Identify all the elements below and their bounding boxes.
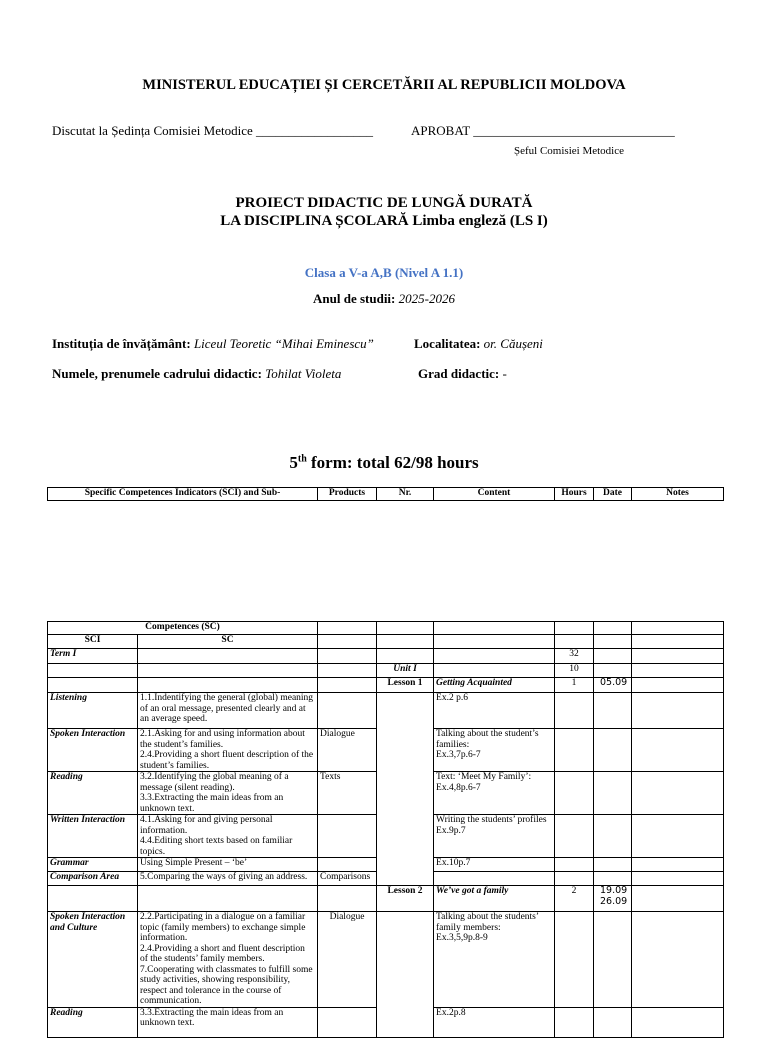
approved-line: APROBAT _______________________________	[411, 123, 675, 138]
content-cell: Talking about the student’s families: Ex.3,7p.6-7	[434, 729, 555, 772]
sci-cell: Written Interaction	[48, 815, 138, 858]
lesson-number: Lesson 1	[377, 678, 434, 693]
content-cell: Writing the students’ profiles Ex.9p.7	[434, 815, 555, 858]
sci-cell: Spoken Interaction and Culture	[48, 912, 138, 1008]
lesson-hours: 2	[555, 886, 594, 912]
sc-cell: 2.1.Asking for and using information about the student’s families. 2.4.Providing a short fluent description of the student’s families.	[138, 729, 318, 772]
teacher-grade-field: Grad didactic: -	[418, 366, 507, 381]
sc-cell: Using Simple Present – ‘be’	[138, 858, 318, 872]
nr-cell-merged	[377, 912, 434, 1038]
project-title-line2: LA DISCIPLINA ȘCOLARĂ Limba engleză (LS I)	[220, 213, 548, 229]
plan-table	[47, 621, 724, 1038]
term-label: Term I	[48, 649, 138, 664]
products-cell: Dialogue	[318, 912, 377, 1008]
sc-cell: 4.1.Asking for and giving personal information. 4.4.Editing short texts based on familiar topics.	[138, 815, 318, 858]
sc-header: SC	[138, 635, 318, 649]
products-cell: Comparisons	[318, 872, 377, 886]
sc-cell: 2.2.Participating in a dialogue on a familiar topic (family members) to exchange simple information. 2.4.Providing a short and fluent description of the students’ family members. 7.Cooperating with classmates to fulfill some study activities, showing responsibility, respect and tolerance in the course of communication.	[138, 912, 318, 1008]
table-row	[48, 693, 724, 729]
sc-cell: 3.3.Extracting the main ideas from an unknown text.	[138, 1007, 318, 1037]
content-cell: Ex.10p.7	[434, 858, 555, 872]
sci-cell: Grammar	[48, 858, 138, 872]
header-sci-sc: Specific Competences Indicators (SCI) and Sub-	[48, 488, 318, 501]
content-cell: Ex.2p.8	[434, 1007, 555, 1037]
commission-head-label: Șeful Comisiei Metodice	[514, 145, 624, 157]
discussed-line: Discutat la Ședința Comisiei Metodice __________________	[52, 123, 373, 138]
sci-cell: Comparison Area	[48, 872, 138, 886]
sci-cell: Spoken Interaction	[48, 729, 138, 772]
sc-cell: 5.Comparing the ways of giving an address.	[138, 872, 318, 886]
header-notes: Notes	[632, 488, 724, 501]
lesson-date: 05.09	[594, 678, 632, 693]
institution-field: Instituția de învățământ: Liceul Teoretic “Mihai Eminescu”	[52, 336, 374, 351]
content-cell: Ex.2 p.6	[434, 693, 555, 729]
sc-cell: 3.2.Identifying the global meaning of a message (silent reading). 3.3.Extracting the main ideas from an unknown text.	[138, 772, 318, 815]
unit-label: Unit I	[377, 664, 434, 678]
lesson-topic: We’ve got a family	[434, 886, 555, 912]
lesson-number: Lesson 2	[377, 886, 434, 912]
header-date: Date	[594, 488, 632, 501]
products-cell: Texts	[318, 772, 377, 815]
lesson-dates: 19.09 26.09	[594, 886, 632, 912]
sc-cell: 1.1.Indentifying the general (global) meaning of an oral message, presented clearly and at an average speed.	[138, 693, 318, 729]
unit-hours: 10	[555, 664, 594, 678]
content-cell: Text: ‘Meet My Family’: Ex.4,8p.6-7	[434, 772, 555, 815]
study-year: Anul de studii: 2025-2026	[313, 291, 455, 306]
header-products: Products	[318, 488, 377, 501]
term-hours: 32	[555, 649, 594, 664]
sci-header: SCI	[48, 635, 138, 649]
products-cell: Dialogue	[318, 729, 377, 772]
content-cell: Talking about the students’ family members: Ex.3,5,9p.8-9	[434, 912, 555, 1008]
header-content: Content	[434, 488, 555, 501]
sci-cell: Reading	[48, 1007, 138, 1037]
table-row	[48, 678, 724, 693]
locality-field: Localitatea: or. Căușeni	[414, 336, 543, 351]
class-level: Clasa a V-a A,B (Nivel A 1.1)	[304, 265, 464, 280]
lesson-topic: Getting Acquainted	[434, 678, 555, 693]
form-hours-title: 5th form: total 62/98 hours	[289, 453, 479, 472]
sci-cell: Listening	[48, 693, 138, 729]
table-header	[47, 487, 724, 501]
sci-cell: Reading	[48, 772, 138, 815]
table-row	[48, 912, 724, 1008]
project-title-line1: PROIECT DIDACTIC DE LUNGĂ DURATĂ	[235, 195, 533, 211]
table-row	[48, 886, 724, 912]
header-nr: Nr.	[377, 488, 434, 501]
lesson-hours: 1	[555, 678, 594, 693]
nr-cell-merged	[377, 693, 434, 886]
teacher-name-field: Numele, prenumele cadrului didactic: Tohilat Violeta	[52, 366, 342, 381]
ministry-title: MINISTERUL EDUCAȚIEI ȘI CERCETĂRII AL REPUBLICII MOLDOVA	[142, 77, 626, 93]
header-hours: Hours	[555, 488, 594, 501]
continued-header: Competences (SC)	[48, 622, 318, 635]
